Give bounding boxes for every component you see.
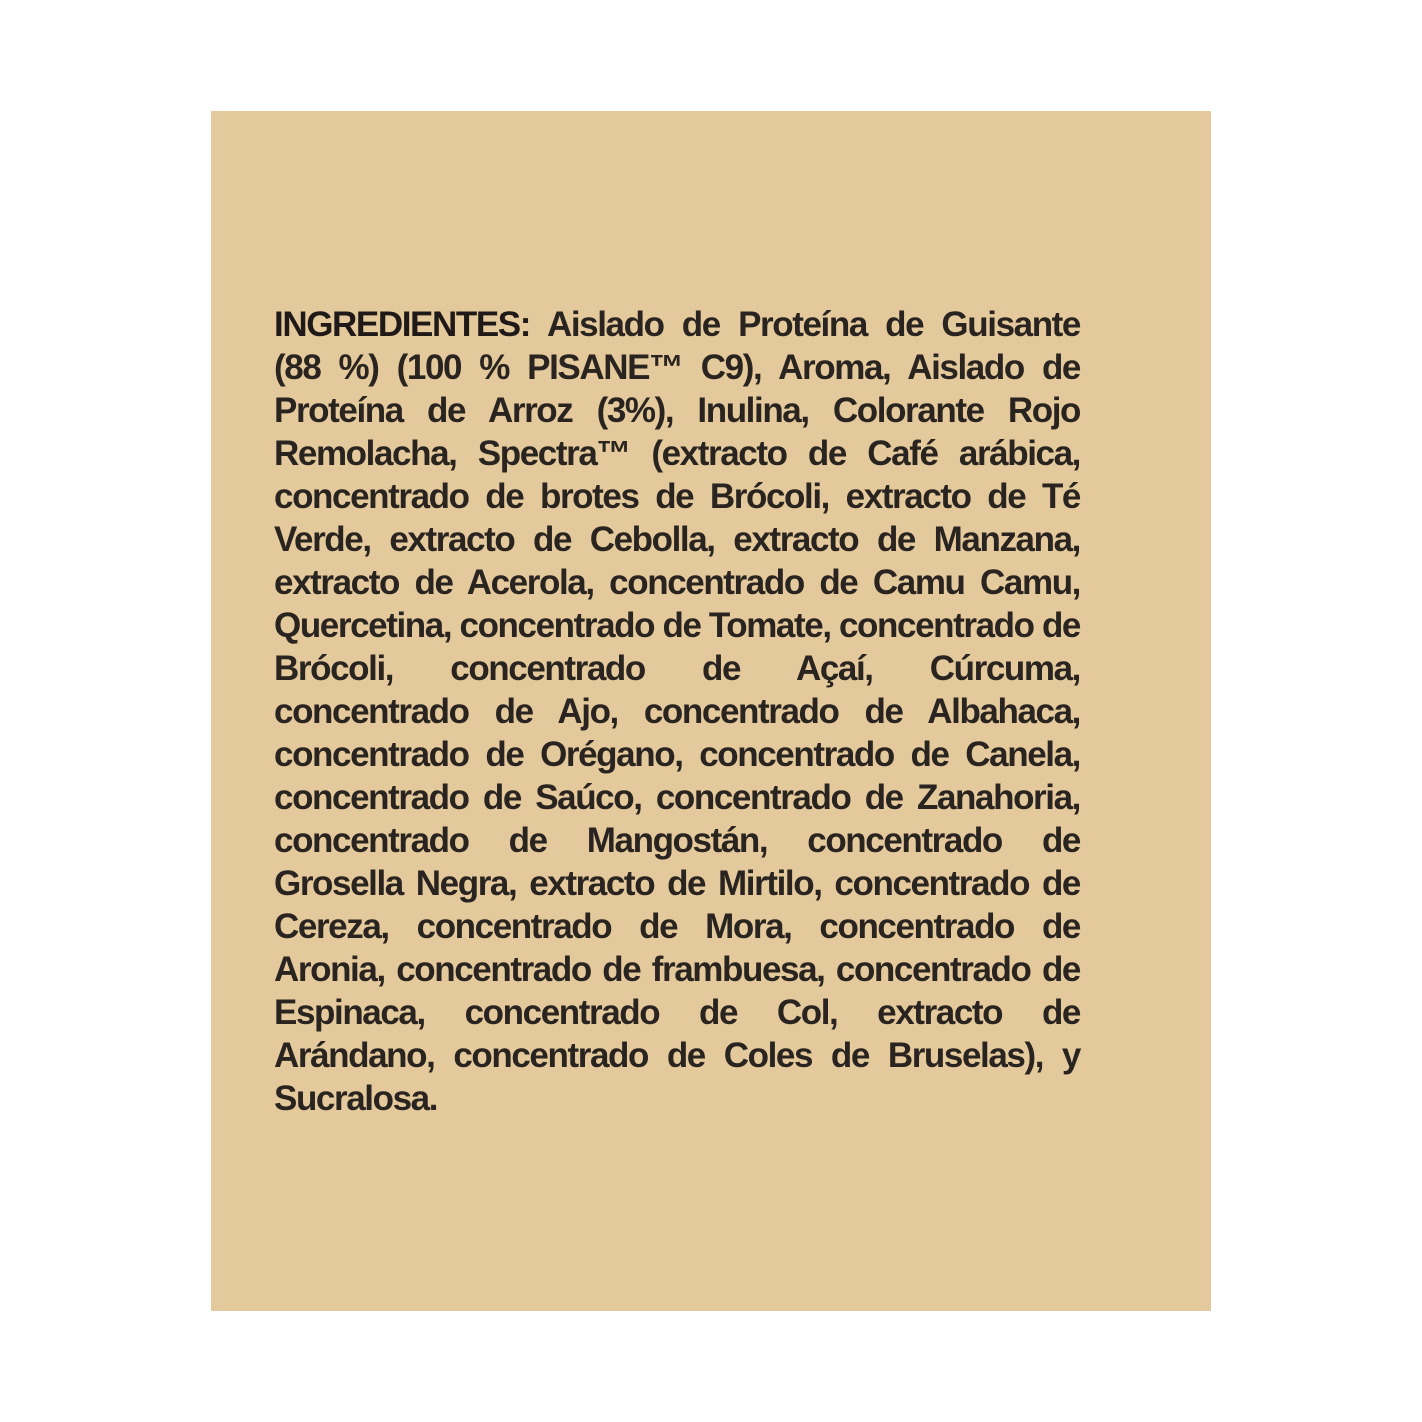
ingredients-panel	[211, 111, 1211, 1311]
ingredients-text: Aislado de Proteína de Guisante (88 %) (100 % PISANE™ C9), Aroma, Aislado de Proteína de Arroz (3%), Inulina, Colorante Rojo Remolacha, Spectra™ (extracto de Café arábica, concentrado de brotes de Brócoli, extracto de Té Verde, extracto de Cebolla, extracto de Manzana, extracto de Acerola, concentrado de Camu Camu, Quercetina, concentrado de Tomate, concentrado de Brócoli, concentrado de Açaí, Cúrcuma, concentrado de Ajo, concentrado de Albahaca, concentrado de Orégano, concentrado de Canela, concentrado de Saúco, concentrado de Zanahoria, concentrado de Mangostán, concentrado de Grosella Negra, extracto de Mirtilo, concentrado de Cereza, concentrado de Mora, concentrado de Aronia, concentrado de frambuesa, concentrado de Espinaca, concentrado de Col, extracto de Arándano, concentrado de Coles de Bruselas), y Sucralosa.	[274, 305, 1080, 1118]
ingredients-heading: INGREDIENTES:	[274, 305, 530, 344]
ingredients-paragraph	[274, 303, 1080, 1120]
